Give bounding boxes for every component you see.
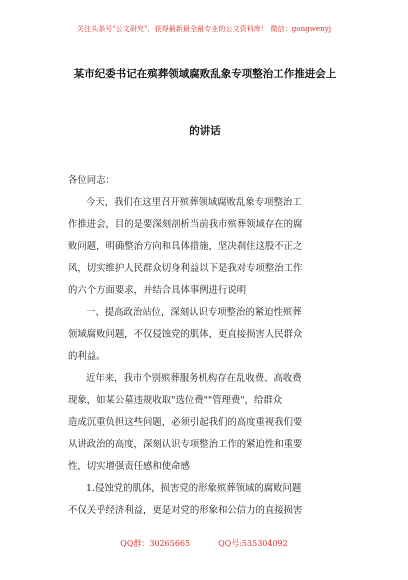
body-line: 近年来，我市个别殡葬服务机构存在乱收费、高收费 (86, 373, 302, 384)
footer-qq-number: QQ号:535304092 (218, 539, 288, 548)
body-line: 今天，我们在这里召开殡葬领域腐败乱象专项整治工 (86, 197, 302, 208)
header-promo-note: 关注头条号"公文研究"，获得最新最全最专业的公文资料库！ 微信：gongwenyj (76, 25, 332, 33)
footer-contact (0, 538, 408, 549)
body-line: 的利益。 (68, 351, 106, 362)
document-title-line-2: 的讲话 (189, 125, 221, 137)
body-line: 从讲政治的高度，深刻认识专项整治工作的紧迫性和重要 (68, 439, 303, 450)
document-title-line-1: 某市纪委书记在殡葬领域腐败乱象专项整治工作推进会上 (73, 68, 337, 80)
body-line: 性，切实增强责任感和使命感 (68, 461, 190, 472)
body-line: 造成沉重负担这些问题，必须引起我们的高度重视我们要 (68, 417, 303, 428)
body-line: 不仅关乎经济利益，更是对党的形象和公信力的直接损害 (68, 505, 303, 516)
body-line: 现象，如某公墓违规收取"选位费""管理费"，给群众 (68, 395, 283, 406)
body-line: 1.侵蚀党的肌体，损害党的形象殡葬领域的腐败问题 (86, 483, 302, 494)
footer-qq-group: QQ群：30265665 (120, 539, 191, 548)
body-line: 风，切实维护人民群众切身利益以下是我对专项整治工作 (68, 263, 303, 274)
body-line: 的六个方面要求，并结合具体事例进行说明 (68, 285, 247, 296)
body-line: 一、提高政治站位，深刻认识专项整治的紧迫性殡葬 (86, 307, 302, 318)
body-line: 败问题，明确整治方向和具体措施，坚决刹住这股不正之 (68, 241, 303, 252)
body-line: 领域腐败问题，不仅侵蚀党的肌体，更直接损害人民群众 (68, 329, 303, 340)
salutation: 各位同志： (68, 175, 115, 186)
body-line: 作推进会，目的是要深刻剖析当前我市殡葬领域存在的腐 (68, 219, 303, 230)
